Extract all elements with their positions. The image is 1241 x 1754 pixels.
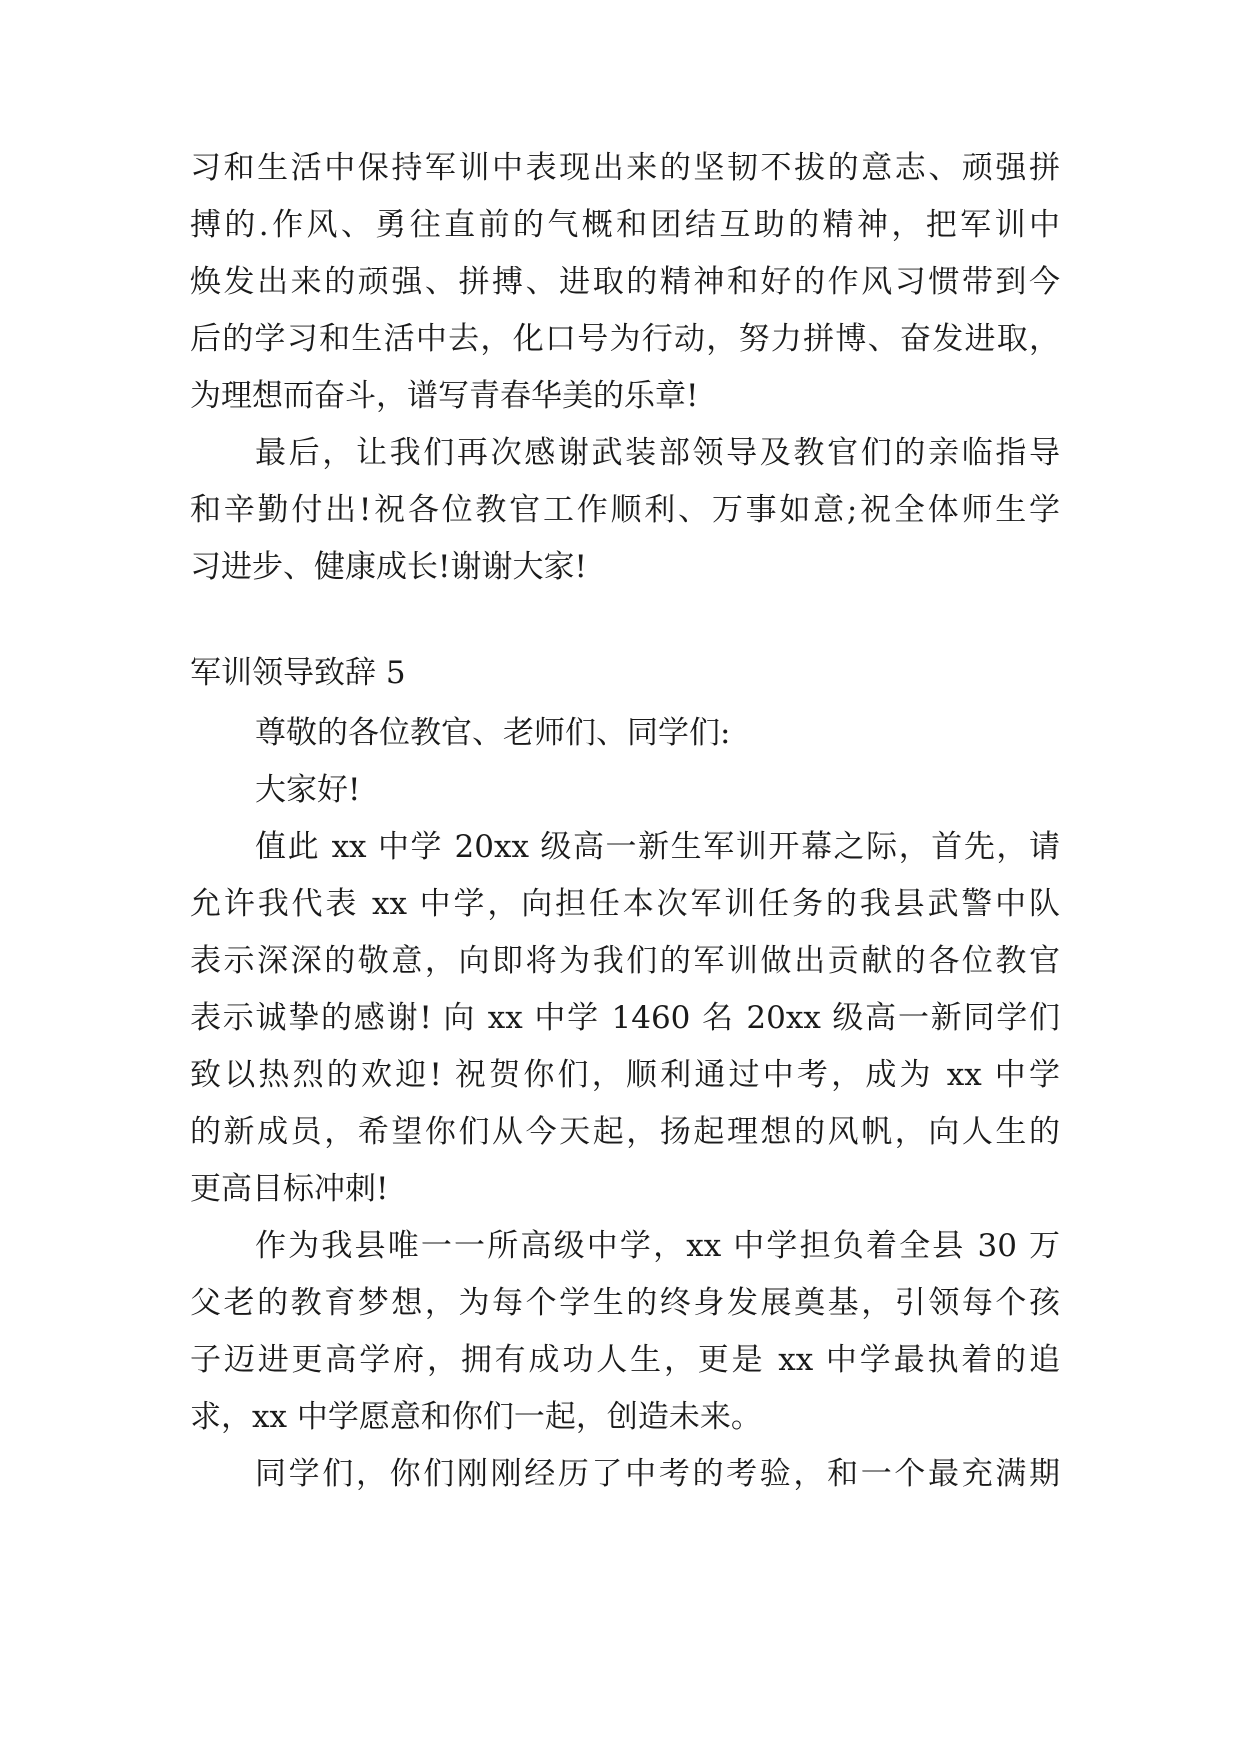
- paragraph-line: 最后，让我们再次感谢武装部领导及教官们的亲临指导: [255, 435, 1060, 471]
- paragraph-line: 求，xx 中学愿意和你们一起，创造未来。: [190, 1399, 762, 1435]
- paragraph-line: 表示深深的敬意，向即将为我们的军训做出贡献的各位教官: [190, 943, 1060, 979]
- paragraph-line: 更高目标冲刺!: [190, 1171, 389, 1207]
- paragraph-line: 表示诚挚的感谢! 向 xx 中学 1460 名 20xx 级高一新同学们: [190, 1000, 1060, 1036]
- paragraph-line: 作为我县唯一一所高级中学，xx 中学担负着全县 30 万: [255, 1228, 1060, 1264]
- paragraph-line: 允许我代表 xx 中学，向担任本次军训任务的我县武警中队: [190, 886, 1060, 922]
- greeting: 大家好!: [255, 772, 361, 808]
- paragraph-line: 父老的教育梦想，为每个学生的终身发展奠基，引领每个孩: [190, 1285, 1060, 1321]
- paragraph-line: 习和生活中保持军训中表现出来的坚韧不拔的意志、顽强拼: [190, 150, 1060, 186]
- salutation: 尊敬的各位教官、老师们、同学们:: [255, 715, 731, 751]
- paragraph-line: 值此 xx 中学 20xx 级高一新生军训开幕之际，首先，请: [255, 829, 1060, 865]
- paragraph-line: 致以热烈的欢迎! 祝贺你们，顺利通过中考，成为 xx 中学: [190, 1057, 1060, 1093]
- paragraph-line: 习进步、健康成长!谢谢大家!: [190, 549, 587, 585]
- paragraph-line: 子迈进更高学府，拥有成功人生，更是 xx 中学最执着的追: [190, 1342, 1060, 1378]
- paragraph-line: 的新成员，希望你们从今天起，扬起理想的风帆，向人生的: [190, 1114, 1060, 1150]
- paragraph-line: 焕发出来的顽强、拼搏、进取的精神和好的作风习惯带到今: [190, 264, 1060, 300]
- paragraph-line: 同学们，你们刚刚经历了中考的考验，和一个最充满期: [255, 1456, 1060, 1492]
- section-heading: 军训领导致辞 5: [190, 655, 406, 691]
- paragraph-line: 后的学习和生活中去，化口号为行动，努力拼博、奋发进取，: [190, 321, 1060, 357]
- paragraph-line: 为理想而奋斗，谱写青春华美的乐章!: [190, 378, 699, 414]
- paragraph-line: 和辛勤付出!祝各位教官工作顺利、万事如意;祝全体师生学: [190, 492, 1060, 528]
- paragraph-line: 搏的.作风、勇往直前的气概和团结互助的精神，把军训中: [190, 207, 1060, 243]
